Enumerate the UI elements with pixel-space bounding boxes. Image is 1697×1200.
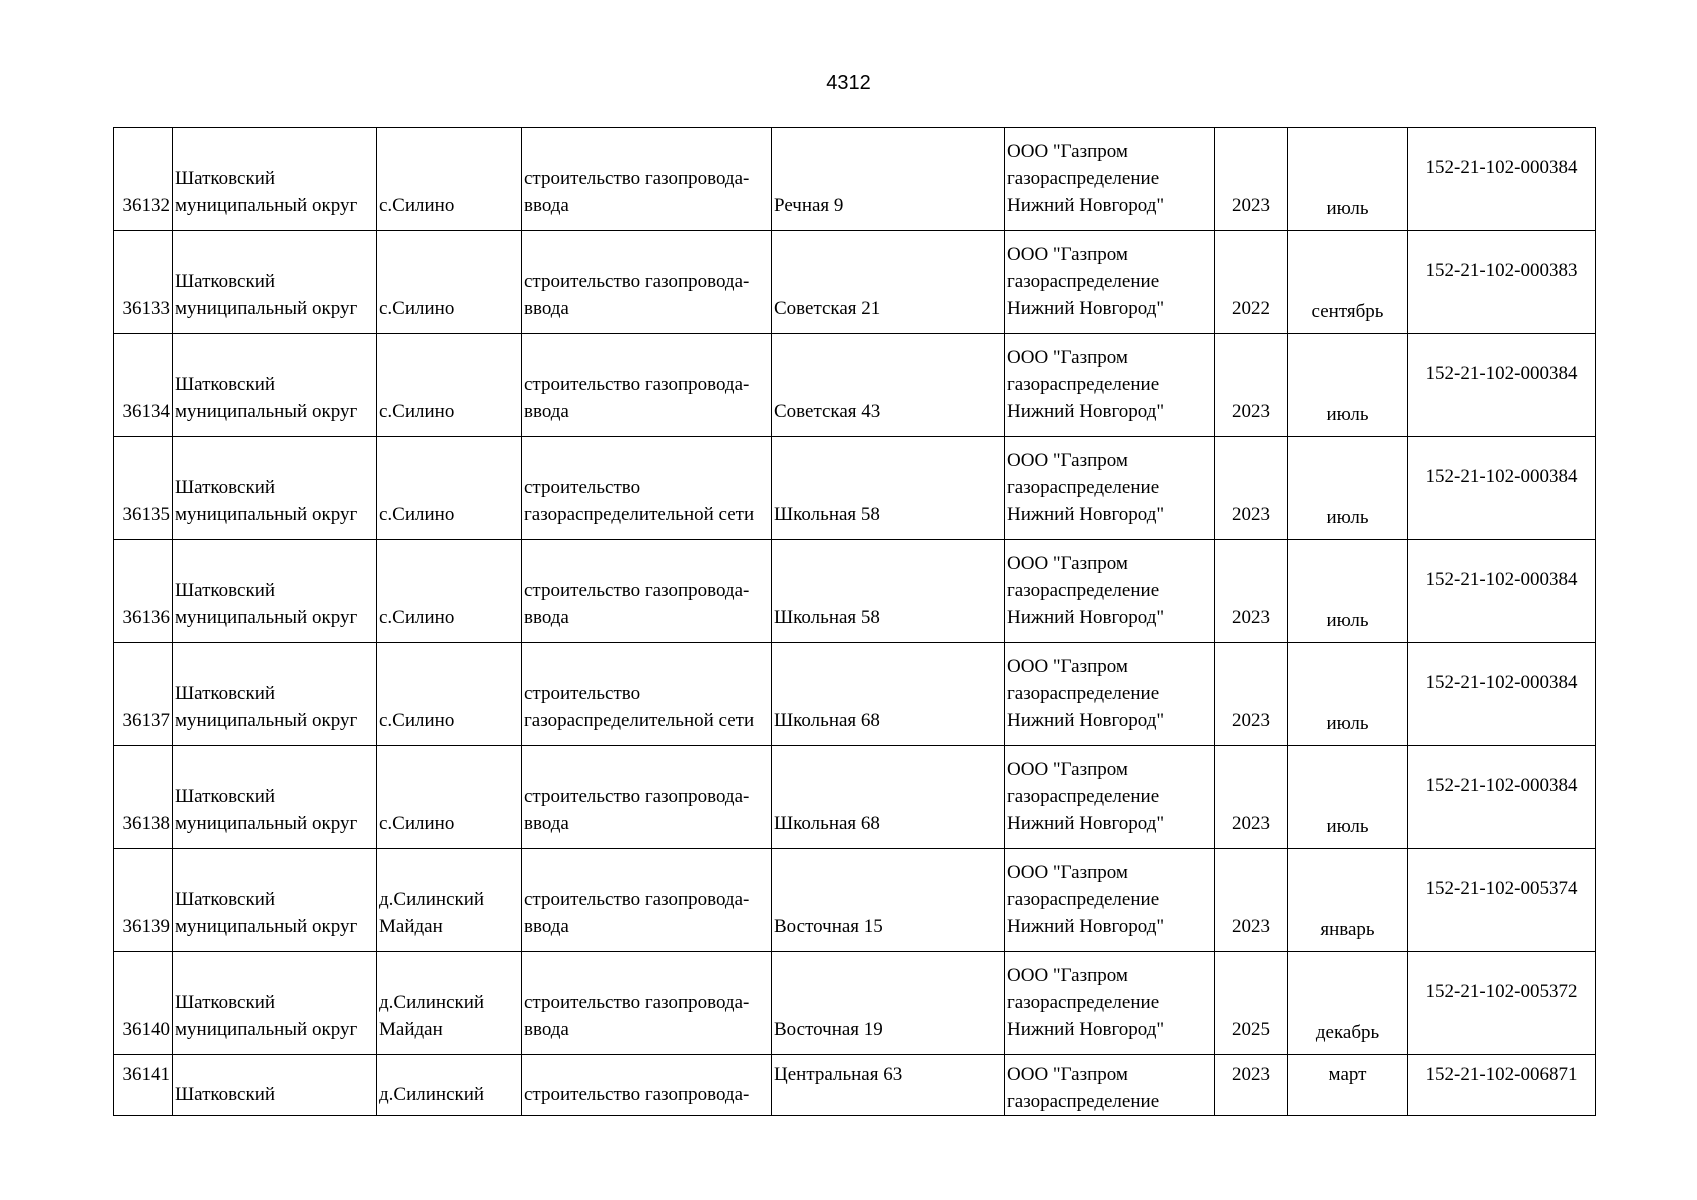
settlement-cell-line: с.Силино [379,710,455,731]
row-number: 36138 [114,746,173,849]
work-type-cell [522,952,772,1055]
organization-cell [1005,746,1215,849]
work-type-cell-line: строительство газопровода- [524,992,750,1013]
organization-cell-line: Нижний Новгород" [1007,1019,1165,1040]
street-cell: Речная 9 [772,128,1005,231]
organization-cell-line: ООО "Газпром [1007,141,1128,162]
district-cell-line: муниципальный округ [175,607,358,628]
settlement-cell-line: д.Силинский [379,889,485,910]
organization-cell-line: Нижний Новгород" [1007,195,1165,216]
table-row [114,540,1596,643]
year-cell: 2025 [1215,952,1288,1055]
work-type-cell-line: строительство [524,683,641,704]
district-cell-line: муниципальный округ [175,813,358,834]
organization-cell-line: газораспределение [1007,271,1160,292]
district-cell-line: муниципальный округ [175,916,358,937]
organization-cell-line: газораспределение [1007,786,1160,807]
organization-cell-line: газораспределение [1007,374,1160,395]
row-number: 36133 [114,231,173,334]
street-cell: Школьная 68 [772,643,1005,746]
district-cell-line: Шатковский [175,477,276,498]
table-row [114,952,1596,1055]
street-cell: Школьная 68 [772,746,1005,849]
code-cell: 152-21-102-000384 [1408,128,1596,231]
row-number: 36139 [114,849,173,952]
organization-cell-line: газораспределение [1007,992,1160,1013]
street-cell: Школьная 58 [772,540,1005,643]
work-type-cell-line: строительство газопровода- [524,580,750,601]
district-cell-line: муниципальный округ [175,298,358,319]
organization-cell [1005,849,1215,952]
street-cell: Центральная 63 [772,1055,1005,1116]
work-type-cell-line: строительство газопровода- [524,374,750,395]
work-type-cell [522,437,772,540]
street-cell: Советская 43 [772,334,1005,437]
work-type-cell-line: ввода [524,1019,569,1040]
work-type-cell [522,334,772,437]
work-type-cell-line: строительство газопровода- [524,168,750,189]
organization-cell-line: газораспределение [1007,683,1160,704]
district-cell-line: Шатковский [175,168,276,189]
code-cell: 152-21-102-000384 [1408,540,1596,643]
month-cell: июль [1288,643,1408,746]
street-cell: Восточная 19 [772,952,1005,1055]
settlement-cell [377,437,522,540]
organization-cell-line: Нижний Новгород" [1007,607,1165,628]
district-cell [173,1055,377,1116]
year-cell: 2023 [1215,849,1288,952]
organization-cell-line: Нижний Новгород" [1007,504,1165,525]
code-cell: 152-21-102-000384 [1408,643,1596,746]
organization-cell [1005,128,1215,231]
settlement-cell-line: с.Силино [379,195,455,216]
work-type-cell-line: ввода [524,607,569,628]
code-cell: 152-21-102-000384 [1408,746,1596,849]
work-type-cell-line: строительство газопровода- [524,786,750,807]
district-cell-line: Шатковский [175,683,276,704]
organization-cell-line: Нижний Новгород" [1007,916,1165,937]
district-cell [173,540,377,643]
organization-cell-line: Нижний Новгород" [1007,710,1165,731]
organization-cell [1005,952,1215,1055]
work-type-cell-line: ввода [524,298,569,319]
work-type-cell [522,849,772,952]
district-cell [173,231,377,334]
settlement-cell [377,1055,522,1116]
district-cell-line: Шатковский [175,786,276,807]
settlement-cell-line: д.Силинский [379,992,485,1013]
code-cell: 152-21-102-000383 [1408,231,1596,334]
organization-cell-line: Нижний Новгород" [1007,401,1165,422]
settlement-cell-line: Майдан [379,1019,443,1040]
month-cell: июль [1288,334,1408,437]
year-cell: 2023 [1215,643,1288,746]
month-cell: июль [1288,128,1408,231]
work-type-cell-line: строительство газопровода- [524,271,750,292]
organization-cell [1005,334,1215,437]
settlement-cell [377,540,522,643]
table-row [114,849,1596,952]
settlement-cell [377,849,522,952]
settlement-cell [377,746,522,849]
settlement-cell-line: с.Силино [379,298,455,319]
organization-cell-line: ООО "Газпром [1007,759,1128,780]
district-cell [173,849,377,952]
month-cell: июль [1288,746,1408,849]
code-cell: 152-21-102-006871 [1408,1055,1596,1116]
month-cell: март [1288,1055,1408,1116]
settlement-cell [377,231,522,334]
organization-cell [1005,437,1215,540]
district-cell [173,437,377,540]
organization-cell-line: ООО "Газпром [1007,862,1128,883]
settlement-cell [377,128,522,231]
work-type-cell [522,128,772,231]
work-type-cell [522,540,772,643]
year-cell: 2023 [1215,1055,1288,1116]
work-type-cell-line: ввода [524,916,569,937]
code-cell: 152-21-102-005372 [1408,952,1596,1055]
row-number: 36135 [114,437,173,540]
month-cell: июль [1288,437,1408,540]
organization-cell-line: газораспределение [1007,1091,1160,1112]
month-cell: сентябрь [1288,231,1408,334]
table-row [114,643,1596,746]
district-cell [173,643,377,746]
settlement-cell-line: д.Силинский [379,1084,485,1105]
work-type-cell [522,231,772,334]
row-number: 36141 [114,1055,173,1116]
table-row [114,746,1596,849]
organization-cell-line: газораспределение [1007,580,1160,601]
district-cell-line: Шатковский [175,580,276,601]
year-cell: 2023 [1215,128,1288,231]
settlement-cell [377,334,522,437]
work-type-cell-line: строительство газопровода- [524,889,750,910]
year-cell: 2023 [1215,437,1288,540]
code-cell: 152-21-102-005374 [1408,849,1596,952]
work-type-cell-line: газораспределительной сети [524,504,755,525]
work-type-cell-line: строительство [524,477,641,498]
table-row [114,437,1596,540]
year-cell: 2023 [1215,540,1288,643]
street-cell: Восточная 15 [772,849,1005,952]
district-cell [173,128,377,231]
district-cell-line: муниципальный округ [175,195,358,216]
organization-cell [1005,643,1215,746]
street-cell: Советская 21 [772,231,1005,334]
district-cell-line: муниципальный округ [175,1019,358,1040]
settlement-cell-line: с.Силино [379,504,455,525]
organization-cell [1005,540,1215,643]
table-row [114,1055,1596,1116]
row-number: 36140 [114,952,173,1055]
settlement-cell-line: с.Силино [379,401,455,422]
registry-table [113,127,1596,1116]
district-cell [173,746,377,849]
organization-cell-line: ООО "Газпром [1007,450,1128,471]
work-type-cell-line: ввода [524,195,569,216]
organization-cell-line: газораспределение [1007,477,1160,498]
code-cell: 152-21-102-000384 [1408,437,1596,540]
district-cell-line: муниципальный округ [175,504,358,525]
work-type-cell [522,643,772,746]
row-number: 36136 [114,540,173,643]
district-cell-line: Шатковский [175,374,276,395]
district-cell-line: Шатковский [175,1084,276,1105]
table-row [114,128,1596,231]
work-type-cell-line: ввода [524,813,569,834]
row-number: 36137 [114,643,173,746]
work-type-cell [522,1055,772,1116]
district-cell-line: Шатковский [175,271,276,292]
year-cell: 2023 [1215,746,1288,849]
district-cell-line: Шатковский [175,889,276,910]
row-number: 36134 [114,334,173,437]
settlement-cell [377,643,522,746]
work-type-cell [522,746,772,849]
organization-cell [1005,231,1215,334]
work-type-cell-line: строительство газопровода- [524,1084,750,1105]
table-body [114,128,1596,1116]
year-cell: 2022 [1215,231,1288,334]
organization-cell-line: газораспределение [1007,889,1160,910]
district-cell [173,334,377,437]
month-cell: июль [1288,540,1408,643]
table-row [114,334,1596,437]
year-cell: 2023 [1215,334,1288,437]
table-row [114,231,1596,334]
settlement-cell-line: с.Силино [379,607,455,628]
code-cell: 152-21-102-000384 [1408,334,1596,437]
settlement-cell-line: Майдан [379,916,443,937]
organization-cell-line: газораспределение [1007,168,1160,189]
district-cell-line: муниципальный округ [175,401,358,422]
month-cell: январь [1288,849,1408,952]
organization-cell-line: ООО "Газпром [1007,347,1128,368]
settlement-cell [377,952,522,1055]
organization-cell-line: Нижний Новгород" [1007,298,1165,319]
district-cell-line: муниципальный округ [175,710,358,731]
page-number: 4312 [826,72,871,94]
district-cell-line: Шатковский [175,992,276,1013]
work-type-cell-line: газораспределительной сети [524,710,755,731]
organization-cell-line: ООО "Газпром [1007,656,1128,677]
month-cell: декабрь [1288,952,1408,1055]
street-cell: Школьная 58 [772,437,1005,540]
organization-cell-line: Нижний Новгород" [1007,813,1165,834]
organization-cell-line: ООО "Газпром [1007,965,1128,986]
district-cell [173,952,377,1055]
work-type-cell-line: ввода [524,401,569,422]
organization-cell [1005,1055,1215,1116]
organization-cell-line: ООО "Газпром [1007,553,1128,574]
organization-cell-line: ООО "Газпром [1007,1064,1128,1085]
organization-cell-line: ООО "Газпром [1007,244,1128,265]
settlement-cell-line: с.Силино [379,813,455,834]
row-number: 36132 [114,128,173,231]
